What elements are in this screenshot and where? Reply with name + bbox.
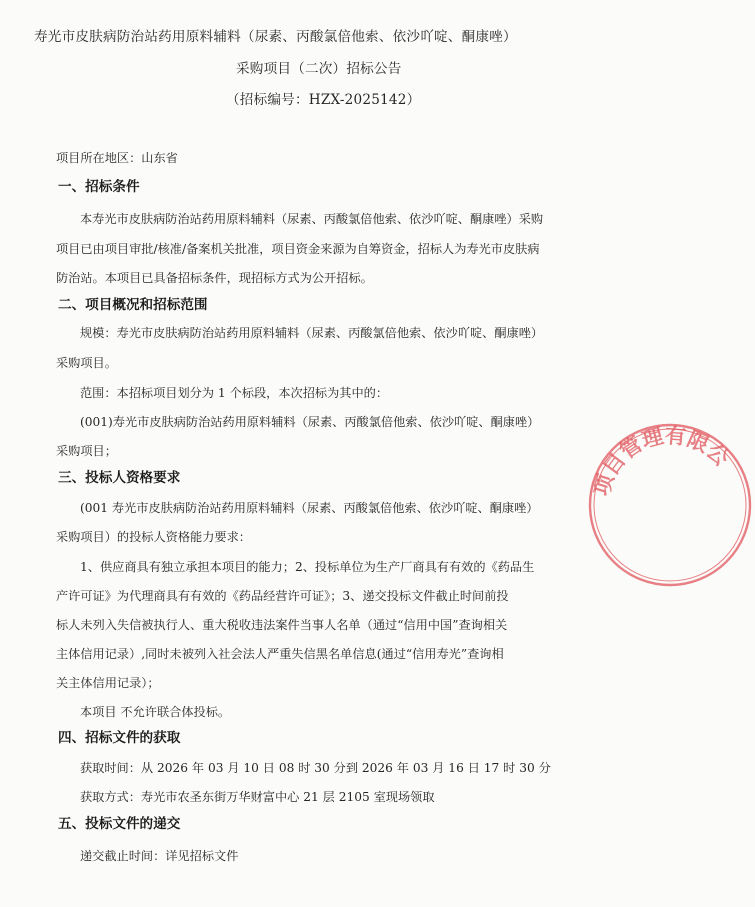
section-3-paragraph-line: 产许可证》为代理商具有有效的《药品经营许可证》；3、递交投标文件截止时间前投 <box>56 589 509 603</box>
section-5-paragraph-line: 递交截止时间：详见招标文件 <box>80 849 239 863</box>
section-heading-3: 三、投标人资格要求 <box>58 470 181 486</box>
section-2-paragraph-line: 采购项目； <box>56 444 117 458</box>
company-seal-stamp <box>585 420 755 590</box>
section-3-paragraph-line: 主体信用记录）,同时未被列入社会法人严重失信黑名单信息(通过“信用寿光”查询相 <box>56 647 504 661</box>
seal-text-path: 项目管理有限公 <box>589 423 734 499</box>
section-2-paragraph-line: (001)寿光市皮肤病防治站药用原料辅料（尿素、丙酸氯倍他索、依沙吖啶、酮康唑） <box>80 415 540 429</box>
section-1-paragraph-line: 项目已由项目审批/核准/备案机关批准，项目资金来源为自筹资金，招标人为寿光市皮肤病 <box>56 242 540 256</box>
section-2-paragraph-line: 范围：本招标项目划分为 1 个标段，本次招标为其中的： <box>80 386 389 400</box>
section-3-paragraph-line: 1、供应商具有独立承担本项目的能力；2、投标单位为生产厂商具有有效的《药品生 <box>80 560 535 574</box>
document-title-line-2: 采购项目（二次）招标公告 <box>236 61 402 77</box>
section-3-paragraph-line: 关主体信用记录）； <box>56 676 160 690</box>
section-4-paragraph-line: 获取时间：从 2026 年 03 月 10 日 08 时 30 分到 2026 年 03 月 16 日 17 时 30 分 <box>80 761 551 775</box>
section-2-paragraph-line: 规模：寿光市皮肤病防治站药用原料辅料（尿素、丙酸氯倍他索、依沙吖啶、酮康唑） <box>80 326 544 340</box>
section-1-paragraph-line: 防治站。本项目已具备招标条件，现招标方式为公开招标。 <box>56 271 373 285</box>
section-3-paragraph-line: (001 寿光市皮肤病防治站药用原料辅料（尿素、丙酸氯倍他索、依沙吖啶、酮康唑） <box>80 501 539 515</box>
seal-text <box>589 423 733 498</box>
document-title-line-1: 寿光市皮肤病防治站药用原料辅料（尿素、丙酸氯倍他索、依沙吖啶、酮康唑） <box>34 29 517 45</box>
section-3-paragraph-line: 本项目 不允许联合体投标。 <box>80 705 231 719</box>
section-2-paragraph-line: 采购项目。 <box>56 356 117 370</box>
project-region: 项目所在地区：山东省 <box>56 151 178 165</box>
section-heading-5: 五、投标文件的递交 <box>58 816 181 832</box>
section-heading-4: 四、招标文件的获取 <box>58 730 181 746</box>
section-4-paragraph-line: 获取方式：寿光市农圣东街万华财富中心 21 层 2105 室现场领取 <box>80 790 435 804</box>
document-title-line-3: （招标编号：HZX-2025142） <box>226 92 421 108</box>
section-3-paragraph-line: 采购项目）的投标人资格能力要求： <box>56 530 251 544</box>
section-heading-1: 一、招标条件 <box>58 179 140 195</box>
section-heading-2: 二、项目概况和招标范围 <box>58 297 208 313</box>
section-3-paragraph-line: 标人未列入失信被执行人、重大税收违法案件当事人名单（通过“信用中国”查询相关 <box>56 618 508 632</box>
section-1-paragraph-line: 本寿光市皮肤病防治站药用原料辅料（尿素、丙酸氯倍他索、依沙吖啶、酮康唑）采购 <box>80 212 544 226</box>
